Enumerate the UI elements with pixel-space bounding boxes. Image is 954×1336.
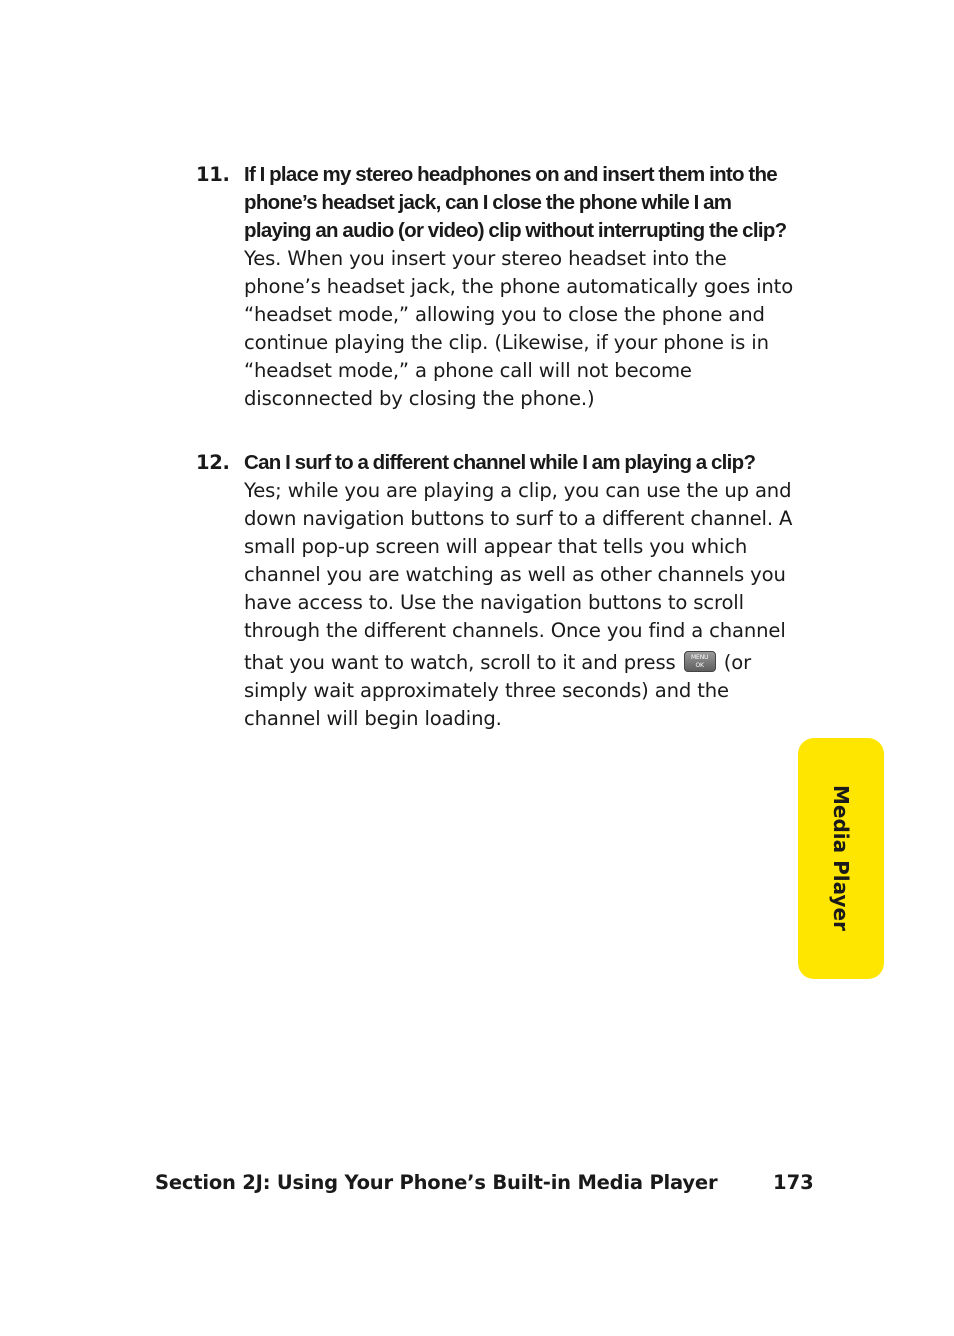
answer-paragraph-with-key — [244, 649, 796, 733]
page-number: 173 — [773, 1171, 814, 1194]
answer-text-before-key: that you want to watch, scroll to it and press — [244, 651, 676, 674]
menu-ok-key-icon: MENU OK — [684, 651, 716, 672]
answer-paragraph: Yes; while you are playing a clip, you can use the up and down navigation buttons to surf to a different channel. A small pop-up screen will appear that tells you which channel you are watching as well as other channels you have access to. Use the navigation buttons to scroll through the different channels. Once you find a channel — [244, 479, 793, 642]
faq-item-12 — [196, 449, 796, 733]
faq-item-11 — [196, 161, 796, 413]
question-text: If I place my stereo headphones on and insert them into the phone’s headset jack, can I close the phone while I am playing an audio (or video) clip without interrupting the clip? — [244, 163, 787, 242]
answer-text — [244, 477, 796, 733]
item-number: 11. — [196, 163, 230, 186]
item-number: 12. — [196, 451, 230, 474]
side-tab-label: Media Player — [829, 785, 853, 931]
answer-text-after-key: (or simply wait approximately three seconds) and the channel will begin loading. — [244, 651, 751, 730]
answer-text: Yes. When you insert your stereo headset into the phone’s headset jack, the phone automatically goes into “headset mode,” allowing you to close the phone and continue playing the clip. (Likewise, if your phone is in “headset mode,” a phone call will not become disconnected by closing the phone.) — [244, 247, 794, 410]
section-side-tab — [798, 738, 884, 979]
footer-section-title: Section 2J: Using Your Phone’s Built-in Media Player — [155, 1171, 718, 1194]
question-text: Can I surf to a different channel while I am playing a clip? — [244, 451, 756, 474]
